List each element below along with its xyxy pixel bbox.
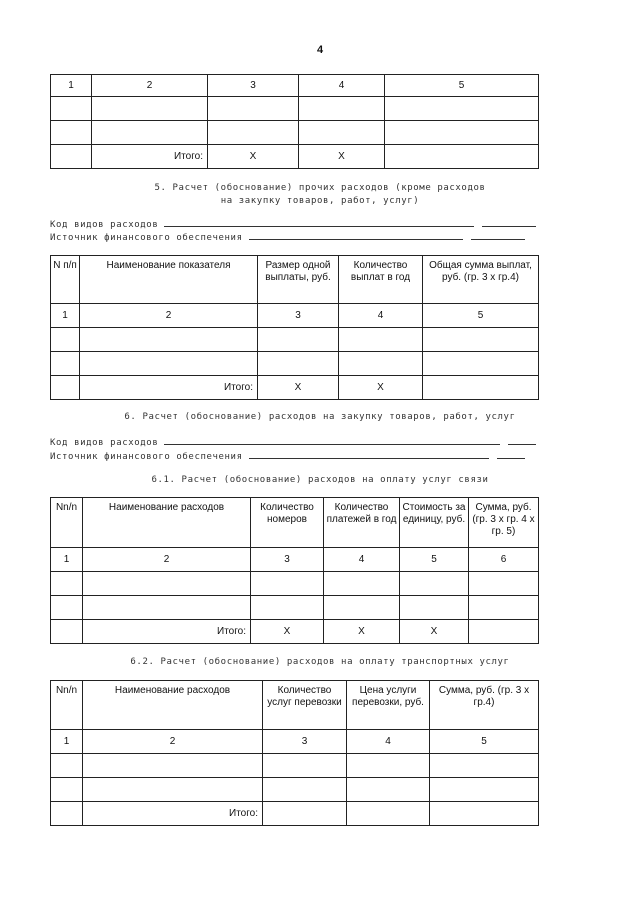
col-header: N п/п (51, 256, 80, 304)
section5-field-code (50, 218, 536, 230)
cell: 2 (80, 304, 258, 328)
table-header-row (51, 256, 539, 304)
cell: 1 (51, 730, 83, 754)
cell: 4 (347, 730, 430, 754)
section5-title-line1: 5. Расчет (обоснование) прочих расходов (кроме расходов (154, 183, 486, 193)
cell: 4 (339, 304, 423, 328)
table-row (51, 352, 539, 376)
cell-x: X (251, 620, 324, 644)
table-continued (50, 74, 539, 169)
cell-x: X (208, 145, 299, 169)
col-header: Общая сумма выплат, руб. (гр. 3 х гр.4) (423, 256, 539, 304)
cell: 1 (51, 304, 80, 328)
cell: 3 (258, 304, 339, 328)
col-header: Размер одной выплаты, руб. (258, 256, 339, 304)
total-row (51, 620, 539, 644)
col-header: Количество номеров (251, 498, 324, 548)
underline (249, 450, 489, 459)
table-row (51, 596, 539, 620)
table-row (51, 121, 539, 145)
table-row (51, 75, 539, 97)
total-row (51, 376, 539, 400)
cell: 2 (92, 75, 208, 97)
table-row (51, 754, 539, 778)
col-header: Сумма, руб. (гр. 3 х гр.4) (430, 681, 539, 730)
table-header-row (51, 681, 539, 730)
cell: 5 (430, 730, 539, 754)
col-header: Количество платежей в год (324, 498, 400, 548)
underline (164, 436, 500, 445)
table-row (51, 304, 539, 328)
section5-title-line2: на закупку товаров, работ, услуг) (220, 196, 420, 206)
col-header: Nn/n (51, 498, 83, 548)
section61-title: 6.1. Расчет (обоснование) расходов на оплату услуг связи (151, 475, 489, 485)
col-header: Наименование расходов (83, 681, 263, 730)
section5-field-source (50, 231, 525, 243)
table-row (51, 778, 539, 802)
section5-table (50, 255, 539, 400)
table-row (51, 730, 539, 754)
total-label: Итого: (92, 145, 208, 169)
cell: 6 (469, 548, 539, 572)
field-label: Код видов расходов (50, 220, 159, 230)
section5-title (0, 182, 640, 208)
cell-x: X (339, 376, 423, 400)
col-header: Nn/n (51, 681, 83, 730)
page-number: 4 (316, 44, 324, 56)
field-label: Код видов расходов (50, 438, 159, 448)
section62-title: 6.2. Расчет (обоснование) расходов на оплату транспортных услуг (130, 657, 510, 667)
total-row (51, 802, 539, 826)
table-row (51, 328, 539, 352)
section6-field-code (50, 436, 536, 448)
table-header-row (51, 498, 539, 548)
underline (482, 218, 536, 227)
cell: 3 (263, 730, 347, 754)
section6-field-source (50, 450, 525, 462)
cell-x: X (324, 620, 400, 644)
underline (249, 231, 463, 240)
cell: 1 (51, 548, 83, 572)
col-header: Количество выплат в год (339, 256, 423, 304)
cell: 5 (423, 304, 539, 328)
total-label: Итого: (80, 376, 258, 400)
col-header: Наименование расходов (83, 498, 251, 548)
cell: 3 (208, 75, 299, 97)
col-header: Сумма, руб. (гр. 3 х гр. 4 х гр. 5) (469, 498, 539, 548)
table-row (51, 572, 539, 596)
total-row (51, 145, 539, 169)
cell: 3 (251, 548, 324, 572)
table-row (51, 97, 539, 121)
underline (164, 218, 474, 227)
underline (497, 450, 525, 459)
col-header: Количество услуг перевозки (263, 681, 347, 730)
cell-x: X (299, 145, 385, 169)
cell: 5 (400, 548, 469, 572)
cell: 1 (51, 75, 92, 97)
section62-table (50, 680, 539, 826)
field-label: Источник финансового обеспечения (50, 452, 243, 462)
cell: 4 (299, 75, 385, 97)
total-label: Итого: (83, 802, 263, 826)
underline (508, 436, 536, 445)
cell: 2 (83, 548, 251, 572)
section61-table (50, 497, 539, 644)
field-label: Источник финансового обеспечения (50, 233, 243, 243)
col-header: Цена услуги перевозки, руб. (347, 681, 430, 730)
cell-x: X (258, 376, 339, 400)
underline (471, 231, 525, 240)
section6-title: 6. Расчет (обоснование) расходов на закупку товаров, работ, услуг (124, 412, 516, 422)
cell-x: X (400, 620, 469, 644)
cell: 4 (324, 548, 400, 572)
col-header: Стоимость за единицу, руб. (400, 498, 469, 548)
total-label: Итого: (83, 620, 251, 644)
cell: 5 (385, 75, 539, 97)
table-row (51, 548, 539, 572)
cell: 2 (83, 730, 263, 754)
col-header: Наименование показателя (80, 256, 258, 304)
